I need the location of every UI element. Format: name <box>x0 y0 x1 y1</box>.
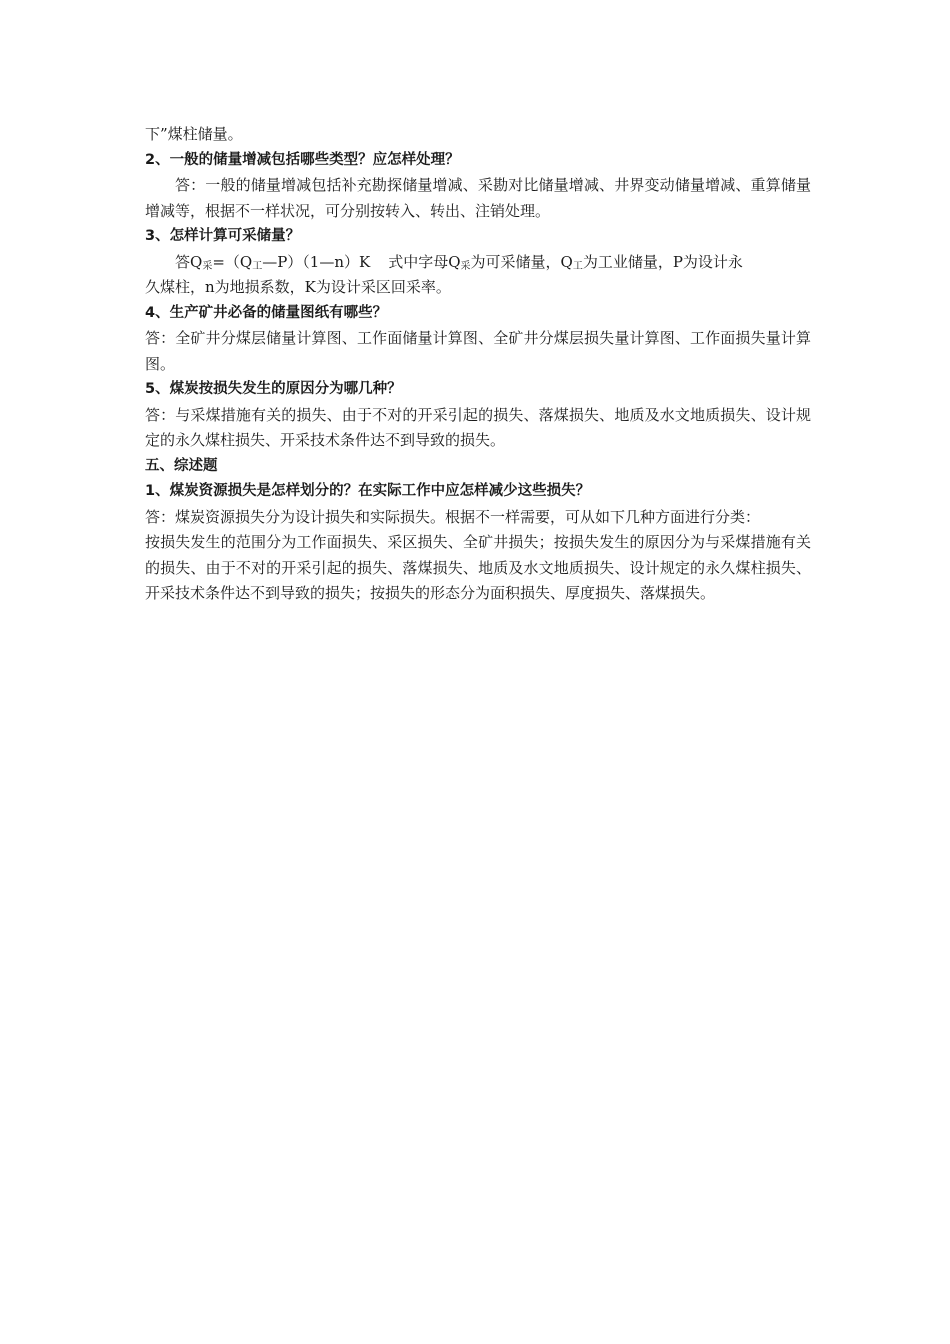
question-4-heading: 4、生产矿井必备的储量图纸有哪些？ <box>145 304 388 321</box>
document-body <box>145 122 811 607</box>
section-5-title: 五、综述题 <box>145 457 218 474</box>
question-3-heading: 3、怎样计算可采储量？ <box>145 228 301 244</box>
formula-part: —P）（1—n）K <box>262 252 371 271</box>
answer-3-continuation: 久煤柱，n为地损系数，K为设计采区回采率。 <box>145 278 451 296</box>
paragraph-continuation: 下”煤柱储量。 <box>145 125 243 143</box>
formula-part: =（Q <box>212 252 253 271</box>
formula-explanation: 为可采储量，Q <box>470 252 573 271</box>
subscript-cai: 采 <box>202 260 213 272</box>
essay-answer-1: 答：煤炭资源损失分为设计损失和实际损失。根据不一样需要，可从如下几种方面进行分类： <box>145 507 761 526</box>
formula-part: 答Q <box>175 252 203 271</box>
subscript-cai: 采 <box>460 260 471 272</box>
question-5-heading: 5、煤炭按损失发生的原因分为哪几种？ <box>145 381 402 397</box>
answer-4: 答：全矿井分煤层储量计算图、工作面储量计算图、全矿井分煤层损失量计算图、工作面损失量计算图。 <box>145 329 811 373</box>
question-2-heading: 2、一般的储量增减包括哪些类型？应怎样处理？ <box>145 151 460 168</box>
formula-explanation: 式中字母Q <box>388 252 461 271</box>
subscript-gong: 工 <box>572 260 583 272</box>
essay-question-1-heading: 1、煤炭资源损失是怎样划分的？在实际工作中应怎样减少这些损失？ <box>145 483 591 499</box>
subscript-gong: 工 <box>252 260 263 272</box>
answer-2: 答：一般的储量增减包括补充勘探储量增减、采勘对比储量增减、井界变动储量增减、重算储量增减等，根据不一样状况，可分别按转入、转出、注销处理。 <box>145 176 811 220</box>
formula-explanation: 为工业储量，P为设计永 <box>582 252 743 271</box>
answer-5: 答：与采煤措施有关的损失、由于不对的开采引起的损失、落煤损失、地质及水文地质损失、设计规定的永久煤柱损失、开采技术条件达不到导致的损失。 <box>145 405 811 449</box>
essay-answer-1-detail: 按损失发生的范围分为工作面损失、采区损失、全矿井损失；按损失发生的原因分为与采煤措施有关的损失、由于不对的开采引起的损失、落煤损失、地质及水文地质损失、设计规定的永久煤柱损失、开采技术条件达不到导致的损失；按损失的形态分为面积损失、厚度损失、落煤损失。 <box>145 533 811 602</box>
answer-3-formula <box>145 250 811 276</box>
